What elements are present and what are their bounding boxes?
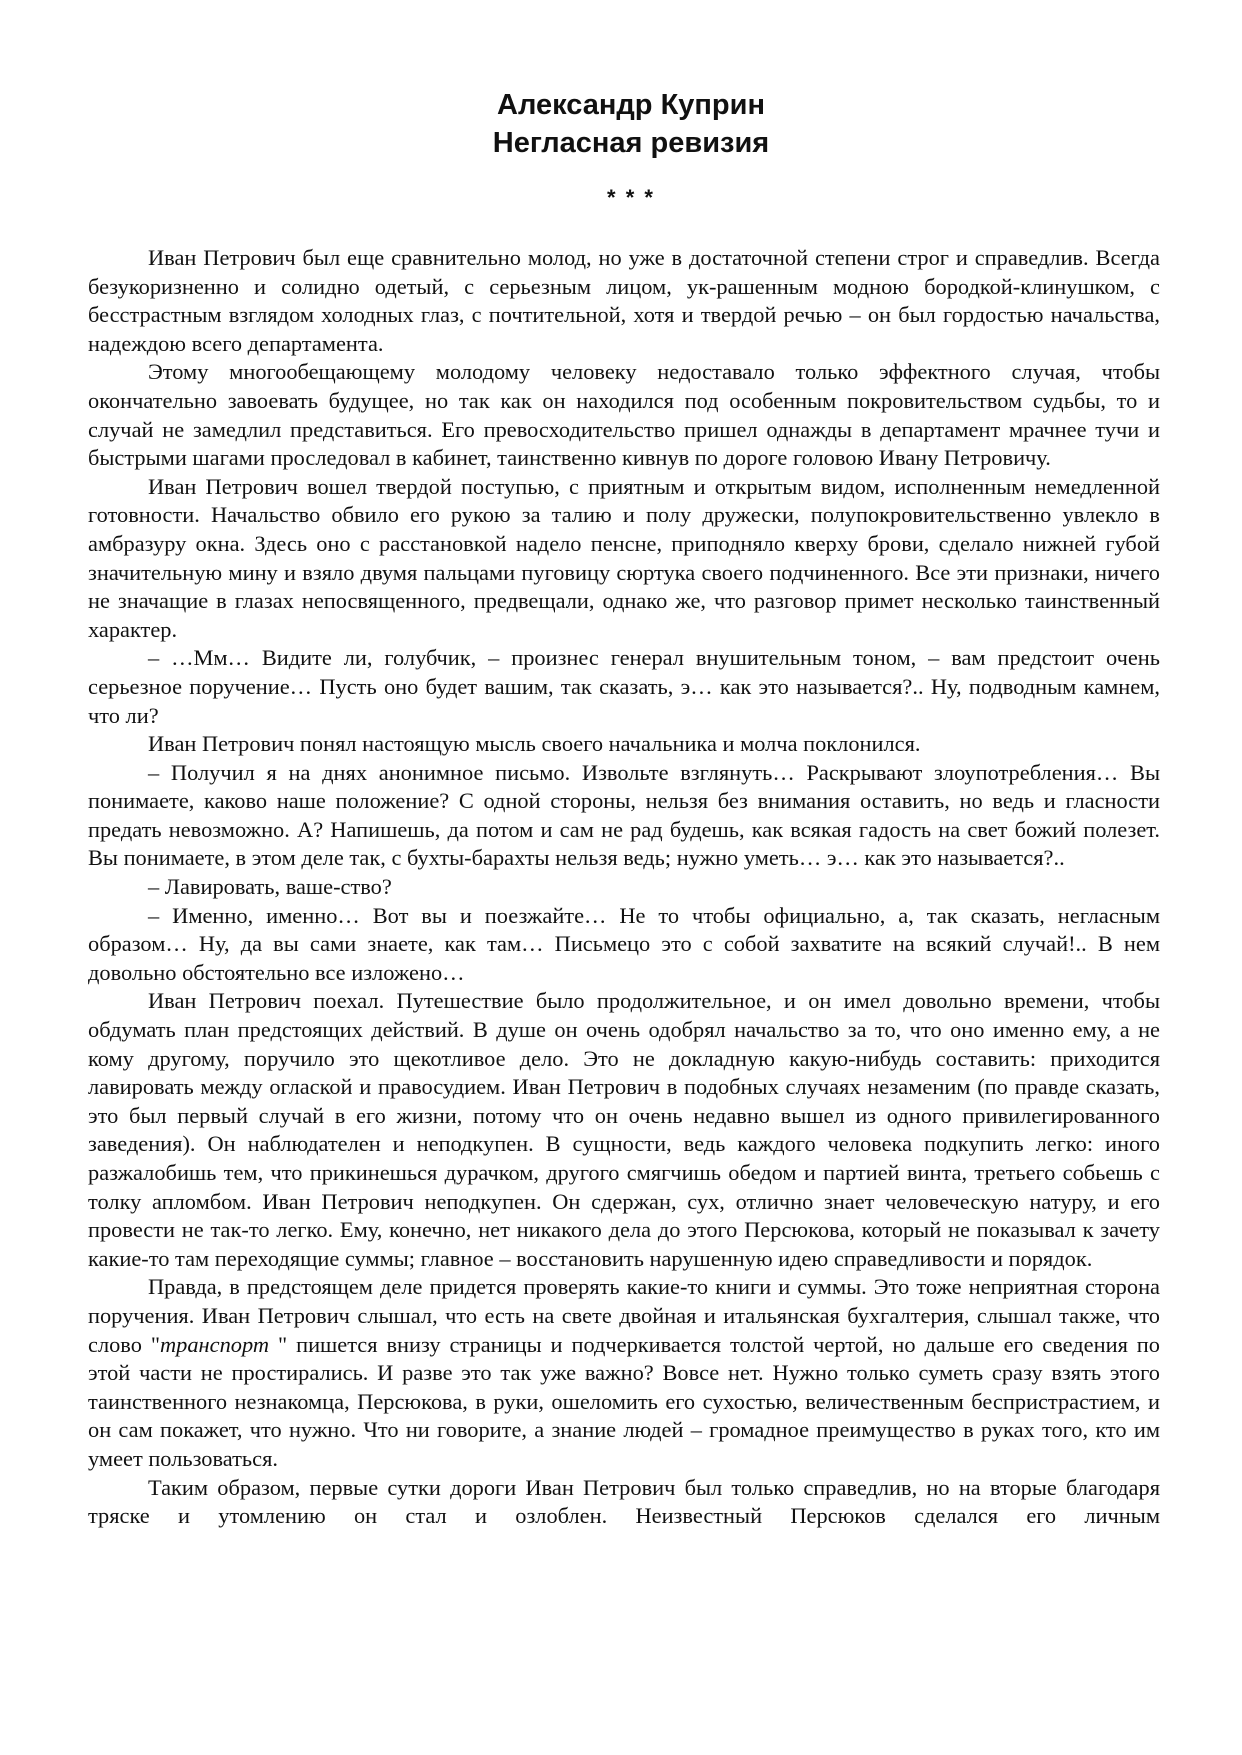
paragraph-text: " пишется внизу страницы и подчеркивается толстой чертой, но дальше его сведения по этой части не простирались. И разве это так уже важно? Вовсе нет. Нужно только суметь сразу взять этого таинственного незнакомца, Персюкова, в руки, ошеломить его сухостью, величественным беспристрастием, и он сам покажет, что нужно. Что ни говорите, а знание людей – громадное преимущество в руках того, кто им умеет пользоваться. — [88, 1331, 1160, 1471]
story-title: Негласная ревизия — [492, 127, 770, 159]
document-page — [88, 86, 1160, 1531]
paragraph: Иван Петрович поехал. Путешествие было продолжительное, и он имел довольно времени, чтобы обдумать план предстоящих действий. В душе он очень одобрял начальство за то, что оно именно ему, а не кому другому, поручило это щекотливое дело. Это не докладную какую-нибудь составить: приходится лавировать между оглаской и правосудием. Иван Петрович в подобных случаях незаменим (по правде сказать, это был первый случай в его жизни, потому что он очень недавно вышел из одного привилегированного заведения). Он наблюдателен и неподкупен. В сущности, ведь каждого человека подкупить легко: иного разжалобишь тем, что прикинешься дурачком, другого смягчишь обедом и партией винта, третьего собьешь с толку апломбом. Иван Петрович неподкупен. Он сдержан, сух, отлично знает человеческую натуру, и его провести не так-то легко. Ему, конечно, нет никакого дела до этого Персюкова, который не показывал к зачету какие-то там переходящие суммы; главное – восстановить нарушенную идею справедливости и порядок. — [88, 988, 1160, 1271]
paragraph: Иван Петрович вошел твердой поступью, с приятным и открытым видом, исполненным немедленной готовности. Начальство обвило его рукою за талию и полу дружески, полупокровительственно увлекло в амбразуру окна. Здесь оно с расстановкой надело пенсне, приподняло кверху брови, сделало нижней губой значительную мину и взяло двумя пальцами пуговицу сюртука своего подчиненного. Все эти признаки, ничего не значащие в глазах непосвященного, предвещали, однако же, что разговор примет несколько таинственный характер. — [88, 473, 1160, 642]
document-heading — [88, 86, 1160, 162]
paragraph: – Именно, именно… Вот вы и поезжайте… Не то чтобы официально, а, так сказать, негласным образом… Ну, да вы сами знаете, как там… Письмецо это с собой захватите на всякий случай!.. В нем довольно обстоятельно все изложено… — [88, 902, 1160, 985]
paragraph — [88, 1273, 1160, 1473]
story-text — [88, 244, 1160, 1531]
paragraph: Этому многообещающему молодому человеку недоставало только эффектного случая, чтобы окончательно завоевать будущее, но так как он находился под особенным покровительством судьбы, то и случай не замедлил представиться. Его превосходительство пришел однажды в департамент мрачнее тучи и быстрыми шагами проследовал в кабинет, таинственно кивнув по дороге головою Ивану Петровичу. — [88, 359, 1160, 471]
author-name: Александр Куприн — [497, 89, 765, 121]
paragraph: – Лавировать, ваше-ство? — [148, 874, 392, 900]
italic-word: транспорт — [160, 1331, 270, 1357]
paragraph: Таким образом, первые сутки дороги Иван Петрович был только справедлив, но на вторые благодаря тряске и утомлению он стал и озлоблен. Неизвестный Персюков сделался его личным — [88, 1474, 1160, 1529]
paragraph: – Получил я на днях анонимное письмо. Извольте взглянуть… Раскрывают злоупотребления… Вы понимаете, каково наше положение? С одной стороны, нельзя без внимания оставить, но ведь и гласности предать невозможно. А? Напишешь, да потом и сам не рад будешь, как всякая гадость на свет божий полезет. Вы понимаете, в этом деле так, с бухты-барахты нельзя ведь; нужно уметь… э… как это называется?.. — [88, 759, 1160, 871]
paragraph: – …Мм… Видите ли, голубчик, – произнес генерал внушительным тоном, – вам предстоит очень серьезное поручение… Пусть оно будет вашим, так сказать, э… как это называется?.. Ну, подводным камнем, что ли? — [88, 645, 1160, 728]
paragraph: Иван Петрович понял настоящую мысль своего начальника и молча поклонился. — [148, 731, 921, 757]
section-separator: * * * — [607, 185, 655, 210]
paragraph: Иван Петрович был еще сравнительно молод, но уже в достаточной степени строг и справедлив. Всегда безукоризненно и солидно одетый, с серьезным лицом, ук-рашенным модною бородкой-клинушком, с бесстрастным взглядом холодных глаз, с почтительной, хотя и твердой речью – он был гордостью начальства, надеждою всего департамента. — [88, 245, 1160, 356]
paragraph-text: Правда, в предстоящем деле придется проверять какие-то книги и суммы. Это тоже неприятная сторона поручения. Иван Петрович слышал, что есть на свете двойная и итальянская бухгалтерия, слышал также, что слово " — [88, 1274, 1160, 1357]
